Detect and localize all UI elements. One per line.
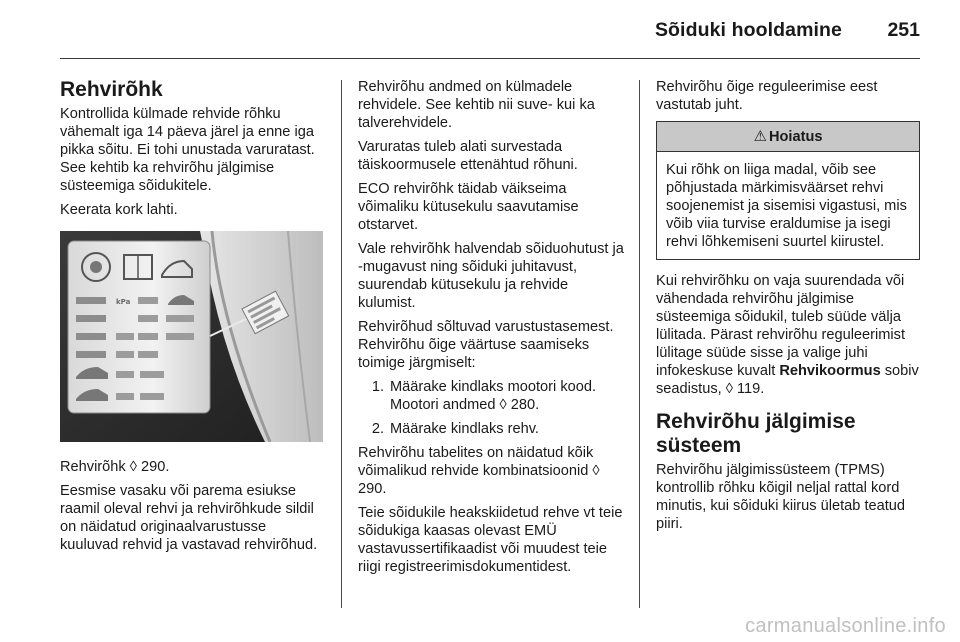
- warning-title: Hoiatus: [768, 129, 823, 145]
- paragraph: Rehvirõhu andmed on külmadele rehvidele. See kehtib nii suve- kui ka talverehvidele.: [358, 79, 595, 131]
- list-text: Määrake kindlaks rehv.: [390, 421, 539, 437]
- heading-tpms: Rehvirõhu jälgimise süsteem: [656, 410, 856, 457]
- paragraph-text: Kui rehvirõhku on vaja suurendada või vähendada rehvirõhu jälgimise süsteemiga sõidukil, tuleb süüde välja lülitada. Pärast rehvirõhu reguleerimist lülitage süüde sisse ja valige juhi infokeskuse kuvalt: [656, 273, 906, 379]
- warning-box: [656, 121, 920, 260]
- paragraph: Rehvirõhu jälgimissüsteem (TPMS) kontrollib rõhku kõigil neljal rattal kord minutis, kui sõiduki kiirus ületab teatud piiri.: [656, 462, 906, 532]
- warning-triangle-icon: ⚠: [753, 128, 767, 145]
- paragraph: Kontrollida külmade rehvide rõhku vähemalt iga 14 päeva järel ja enne iga pikka sõitu. Ei tohi unustada varuratast. See kehtib ka rehvirõhu jälgimise süsteemiga sõidukitele.: [60, 106, 315, 194]
- column-1: [60, 78, 325, 560]
- header-divider: [60, 58, 920, 59]
- paragraph: Eesmise vasaku või parema esiukse raamil oleval rehvi ja rehvirõhkude sildil on näidatud originaalvarustusse kuuluvad rehvid ja vastavad rehvirõhud.: [60, 483, 318, 553]
- list-number: 2.: [371, 421, 384, 437]
- paragraph: Rehvirõhu tabelites on näidatud kõik võimalikud rehvide kombinatsioonid ◊ 290.: [358, 445, 600, 497]
- list-item: [358, 378, 624, 414]
- section-title: Sõiduki hooldamine: [654, 19, 842, 41]
- tire-pressure-label-photo: [60, 231, 323, 442]
- paragraph: Teie sõidukile heakskiidetud rehve vt teie sõidukiga kaasas olevast EMÜ vastavussertifikaadist või muudest teie riigi registreerimisdokumentidest.: [358, 505, 623, 575]
- column-divider-1: [341, 80, 342, 608]
- paragraph: Rehvirõhud sõltuvad varustustasemest. Rehvirõhu õige väärtuse saamiseks toimige järgmiselt:: [358, 319, 614, 371]
- steps-list: [358, 378, 624, 438]
- photo-kpa-text: kPa: [116, 298, 131, 306]
- list-item: [358, 420, 624, 438]
- paragraph: [656, 272, 920, 398]
- heading-tire-pressure: Rehvirõhk: [60, 78, 163, 101]
- menu-item-reference: Rehvikoormus: [779, 363, 881, 379]
- list-number: 1.: [371, 379, 384, 395]
- paragraph: Rehvirõhu õige reguleerimise eest vastutab juht.: [656, 79, 878, 113]
- paragraph-text: sobiv seadistus, ◊ 119.: [656, 363, 919, 397]
- column-divider-2: [639, 80, 640, 608]
- warning-text: Kui rõhk on liiga madal, võib see põhjustada märkimisväärset rehvi soojenemist ja sisemisi vigastusi, mis võib viia turvise eraldumise ja isegi rehvi lõhkemiseni suurtel kiirustel.: [666, 162, 907, 250]
- column-2: [358, 78, 624, 582]
- page-number: 251: [887, 19, 920, 41]
- warning-header: [657, 122, 919, 152]
- paragraph: Vale rehvirõhk halvendab sõiduohutust ja -mugavust ning sõiduki juhitavust, suurendab kütusekulu ja rehvide kulumist.: [358, 241, 624, 311]
- paragraph: Keerata kork lahti.: [60, 202, 178, 218]
- photo-caption: Rehvirõhk ◊ 290.: [60, 459, 170, 475]
- watermark: carmanualsonline.info: [745, 615, 946, 637]
- column-3: [656, 78, 920, 539]
- paragraph: ECO rehvirõhk täidab väikseima võimaliku kütusekulu saavutamise otstarvet.: [358, 181, 579, 233]
- list-text: Määrake kindlaks mootori kood. Mootori andmed ◊ 280.: [390, 379, 597, 413]
- paragraph: Varuratas tuleb alati survestada täiskoormusele ettenähtud rõhuni.: [358, 139, 578, 173]
